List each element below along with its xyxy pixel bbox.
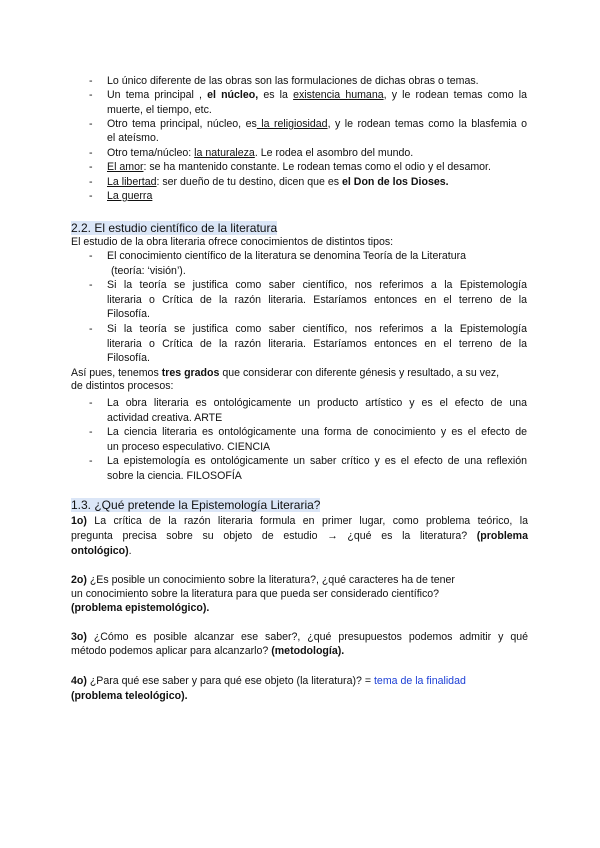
- list-item-line: Filosofía.: [107, 308, 150, 320]
- question-1-line-2: pregunta precisa sobre su objeto de estudio → ¿qué es la literatura? (problema: [71, 530, 528, 542]
- list-item-line: La obra literaria es ontológicamente un producto artístico y es el efecto de una: [107, 397, 527, 409]
- bullet-dash: -: [89, 89, 93, 101]
- paragraph-grades: Así pues, tenemos tres grados que considerar con diferente génesis y resultado, a su vez,: [71, 367, 500, 379]
- list-item-line: La ciencia literaria es ontológicamente una forma de conocimiento y es el efecto de: [107, 426, 527, 438]
- list-item-line: sobre la ciencia. FILOSOFÍA: [107, 469, 242, 482]
- question-3-line-1: 3o) ¿Cómo es posible alcanzar ese saber?, ¿qué presupuestos podemos admitir y qué: [71, 631, 528, 643]
- section-heading-2-2-text: 2.2. El estudio científico de la literatura: [71, 221, 278, 235]
- bullet-dash: -: [89, 176, 93, 188]
- list-item: Otro tema principal, núcleo, es la religiosidad, y le rodean temas como la blasfemia o: [107, 118, 527, 130]
- list-item-line: Si la teoría se justifica como saber científico, nos referimos a la Epistemología: [107, 279, 527, 291]
- underlined-term: El amor: [107, 161, 144, 173]
- question-2-line-1: 2o) ¿Es posible un conocimiento sobre la literatura?, ¿qué caracteres ha de tener: [71, 574, 455, 586]
- bold-text: el Don de los Dioses.: [342, 176, 449, 188]
- list-item: muerte, el tiempo, etc.: [107, 104, 212, 116]
- list-item-line: Si la teoría se justifica como saber científico, nos referimos a la Epistemología: [107, 323, 527, 335]
- list-item-line: La epistemología es ontológicamente un saber crítico y es el efecto de una reflexión: [107, 455, 527, 467]
- list-item-line: literaria o Crítica de la razón literaria. Estaríamos entonces en el terreno de la: [107, 337, 527, 350]
- underlined-term: La libertad: [107, 176, 157, 188]
- finality-theme-text: tema de la finalidad: [373, 675, 466, 687]
- list-item: el ateísmo.: [107, 132, 159, 144]
- list-item: Otro tema/núcleo: la naturaleza. Le rodea el asombro del mundo.: [107, 147, 414, 159]
- list-item: Un tema principal , el núcleo, es la existencia humana, y le rodean temas como la: [107, 89, 527, 101]
- list-item-line: El conocimiento científico de la literatura se denomina Teoría de la Literatura: [107, 250, 467, 262]
- underlined-term: la religiosidad: [256, 118, 328, 130]
- underlined-term: La guerra: [107, 190, 153, 202]
- bullet-dash: -: [89, 279, 93, 291]
- list-item-line: un proceso especulativo. CIENCIA: [107, 440, 271, 453]
- list-item: [107, 190, 152, 203]
- bullet-dash: -: [89, 161, 93, 173]
- section-heading-2-2: [71, 221, 277, 236]
- question-1-line-3: ontológico).: [71, 545, 132, 557]
- question-2-line-3: (problema epistemológico).: [71, 602, 210, 614]
- bullet-dash: -: [89, 397, 93, 409]
- list-item: El amor: se ha mantenido constante. Le rodean temas como el odio y el desamor.: [107, 161, 491, 173]
- bullet-dash: -: [89, 118, 93, 130]
- bullet-dash: -: [89, 190, 93, 202]
- list-item-line: literaria o Crítica de la razón literaria. Estaríamos entonces en el terreno de la: [107, 293, 527, 306]
- paragraph-processes: de distintos procesos:: [71, 380, 174, 392]
- list-item: La libertad: ser dueño de tu destino, dicen que es el Don de los Dioses.: [107, 176, 449, 188]
- underlined-term: existencia humana: [293, 89, 384, 101]
- underlined-term: la naturaleza: [194, 147, 255, 159]
- grades-bold: tres grados: [161, 367, 220, 379]
- bullet-dash: -: [89, 250, 93, 262]
- bullet-dash: -: [89, 75, 93, 87]
- bullet-dash: -: [89, 455, 93, 467]
- question-4-line-1: 4o) ¿Para qué ese saber y para qué ese objeto (la literatura)? = tema de la finalidad: [71, 675, 466, 687]
- question-3-line-2: método podemos aplicar para alcanzarlo? (metodología).: [71, 645, 345, 657]
- list-item: Lo único diferente de las obras son las formulaciones de dichas obras o temas.: [107, 75, 479, 87]
- section-heading-1-3-text: 1.3. ¿Qué pretende la Epistemología Literaria?: [71, 498, 321, 512]
- question-1-line-1: 1o) La crítica de la razón literaria formula en primer lugar, como problema teórico, la: [71, 515, 528, 527]
- list-item-line: actividad creativa. ARTE: [107, 411, 223, 424]
- bold-text: el núcleo,: [207, 89, 259, 101]
- bullet-dash: -: [89, 426, 93, 438]
- question-4-line-2: (problema teleológico).: [71, 690, 188, 702]
- list-item-line: Filosofía.: [107, 352, 150, 364]
- section-intro: El estudio de la obra literaria ofrece conocimientos de distintos tipos:: [71, 236, 394, 248]
- question-2-line-2: un conocimiento sobre la literatura para que pueda ser considerado científico?: [71, 588, 440, 600]
- bullet-dash: -: [89, 147, 93, 159]
- section-heading-1-3: [71, 498, 320, 513]
- bullet-dash: -: [89, 323, 93, 335]
- list-item-line: (teoría: ‘visión’).: [111, 265, 186, 277]
